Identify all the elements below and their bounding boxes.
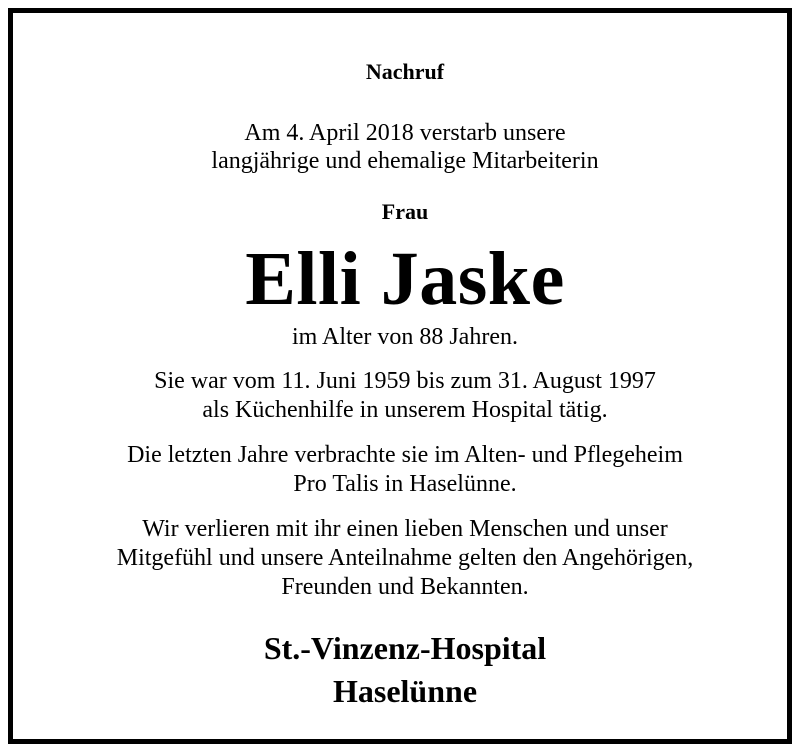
- signature-line-1: St.-Vinzenz-Hospital: [263, 630, 547, 666]
- intro-line-2: langjährige und ehemalige Mitarbeiterin: [211, 148, 599, 174]
- care-line-1: Die letzten Jahre verbrachte sie im Alten- und Pflegeheim: [127, 442, 683, 468]
- signature-line-2: Haselünne: [332, 673, 478, 709]
- tenure-line-2: als Küchenhilfe in unserem Hospital tätig.: [202, 397, 608, 423]
- age-line: im Alter von 88 Jahren.: [292, 324, 518, 350]
- condolence-line-3: Freunden und Bekannten.: [281, 574, 529, 600]
- obituary-frame: [8, 8, 792, 744]
- deceased-name: Elli Jaske: [245, 237, 565, 321]
- condolence-line-1: Wir verlieren mit ihr einen lieben Menschen und unser: [142, 516, 668, 542]
- obituary-heading: Nachruf: [365, 59, 445, 84]
- condolence-line-2: Mitgefühl und unsere Anteilnahme gelten den Angehörigen,: [116, 545, 694, 571]
- tenure-line-1: Sie war vom 11. Juni 1959 bis zum 31. August 1997: [154, 368, 656, 394]
- intro-line-1: Am 4. April 2018 verstarb unsere: [244, 120, 566, 146]
- care-line-2: Pro Talis in Haselünne.: [293, 471, 517, 497]
- salutation: Frau: [381, 199, 429, 224]
